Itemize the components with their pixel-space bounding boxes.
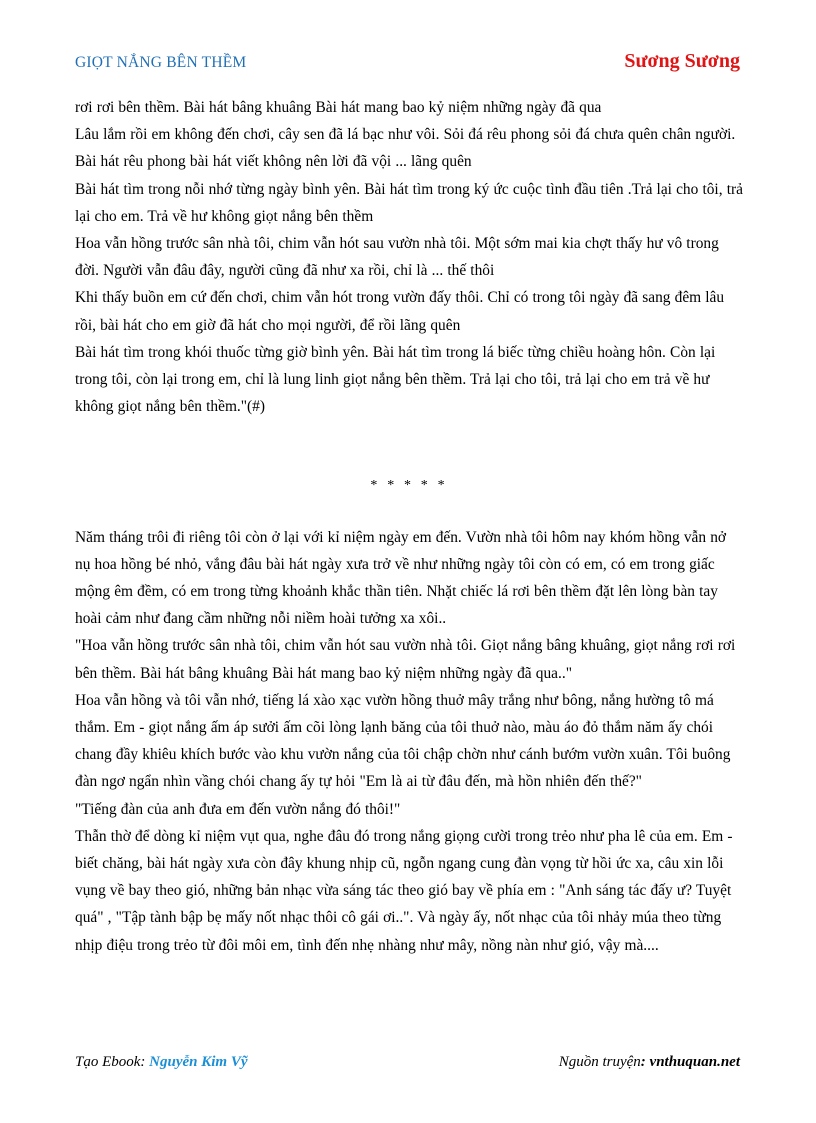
story-body xyxy=(75,94,743,959)
source-credit xyxy=(559,1054,740,1071)
paragraph: "Tiếng đàn của anh đưa em đến vườn nắng đó thôi!" xyxy=(75,800,401,818)
paragraph: Bài hát tìm trong khói thuốc từng giờ bình yên. Bài hát tìm trong lá biếc từng chiều hoàng hôn. Còn lại trong tôi, còn lại trong em, chỉ là lung linh giọt nắng bên thềm. Trả lại cho tôi, trả lại cho em trả về hư không giọt nắng bên thềm."(#) xyxy=(75,343,716,416)
paragraph: "Hoa vẫn hồng trước sân nhà tôi, chim vẫn hót sau vườn nhà tôi. Giọt nắng bâng khuâng, giọt nắng rơi rơi bên thềm. Bài hát bâng khuâng Bài hát mang bao kỷ niệm những ngày đã qua.." xyxy=(75,637,736,682)
ebook-label: Tạo Ebook xyxy=(75,1054,141,1070)
source-label: Nguồn truyện xyxy=(558,1054,641,1070)
story-title: GIỌT NẮNG BÊN THỀM xyxy=(75,54,247,71)
paragraph: rơi rơi bên thềm. Bài hát bâng khuâng Bài hát mang bao kỷ niệm những ngày đã qua xyxy=(75,99,602,116)
paragraph: Lâu lắm rồi em không đến chơi, cây sen đã lá bạc như vôi. Sỏi đá rêu phong sỏi đá chưa quên chân người. Bài hát rêu phong bài hát viết không nên lời đã vội ... lãng quên xyxy=(75,126,736,171)
paragraph: Năm tháng trôi đi riêng tôi còn ở lại với kỉ niệm ngày em đến. Vườn nhà tôi hôm nay khóm hồng vẫn nở nụ hoa hồng bé nhỏ, vắng đâu bài hát ngày xưa trở về như những ngày tôi còn có em, có em trong giấc mộng êm đềm, có em trong từng khoảnh khắc thần tiên. Nhặt chiếc lá rơi bên thềm đặt lên lòng bàn tay hoài cảm như đang cầm những nỗi niềm hoài tưởng xa xôi.. xyxy=(75,528,727,628)
section-separator: * * * * * xyxy=(370,478,448,494)
ebook-creator: Nguyễn Kim Vỹ xyxy=(149,1054,248,1070)
paragraph: Bài hát tìm trong nỗi nhớ từng ngày bình yên. Bài hát tìm trong ký ức cuộc tình đầu tiên .Trả lại cho tôi, trả lại cho em. Trả về hư không giọt nắng bên thềm xyxy=(75,180,743,225)
ebook-separator: : xyxy=(140,1054,150,1070)
page-header xyxy=(75,50,740,76)
source-site: vnthuquan.net xyxy=(649,1054,740,1070)
paragraph: Khi thấy buồn em cứ đến chơi, chim vẫn hót trong vườn đấy thôi. Chỉ có trong tôi ngày đã sang đêm lâu rồi, bài hát cho em giờ đã hát cho mọi người, để rồi lãng quên xyxy=(75,289,725,334)
paragraph: Hoa vẫn hồng và tôi vẫn nhớ, tiếng lá xào xạc vườn hồng thuở mây trắng như bông, nắng hường tô má thắm. Em - giọt nắng ấm áp sưởi ấm cõi lòng lạnh băng của tôi thuở nào, màu áo đỏ thắm năm ấy chói chang đầy khiêu khích bước vào khu vườn nắng của tôi chập chờn như cánh bướm vườn xuân. Tôi buông đàn ngơ ngẩn nhìn vầng chói chang ấy tự hỏi "Em là ai từ đâu đến, mà hồn nhiên đến thế?" xyxy=(75,691,731,791)
paragraph: Thẫn thờ để dòng kỉ niệm vụt qua, nghe đâu đó trong nắng giọng cười trong trẻo như pha lê của em. Em - biết chăng, bài hát ngày xưa còn đây khung nhịp cũ, ngỗn ngang cung đàn vọng từ hồi ức xa, câu xin lỗi vụng về bay theo gió, những bản nhạc vừa sáng tác theo gió bay về phía em : "Anh sáng tác đấy ư? Tuyệt quá" , "Tập tành bập bẹ mấy nốt nhạc thôi cô gái ơi..". Và ngày ấy, nốt nhạc của tôi nhảy múa theo từng nhịp điệu trong trẻo từ đôi môi em, tình đến nhẹ nhàng như mây, nồng nàn như gió, vậy mà.... xyxy=(75,827,733,954)
author-name: Sương Sương xyxy=(624,50,740,72)
paragraph: Hoa vẫn hồng trước sân nhà tôi, chim vẫn hót sau vườn nhà tôi. Một sớm mai kia chợt thấy hư vô trong đời. Người vẫn đâu đây, người cũng đã như xa rồi, chỉ là ... thế thôi xyxy=(75,235,719,280)
ebook-credit xyxy=(75,1054,248,1071)
source-separator: : xyxy=(640,1054,650,1070)
